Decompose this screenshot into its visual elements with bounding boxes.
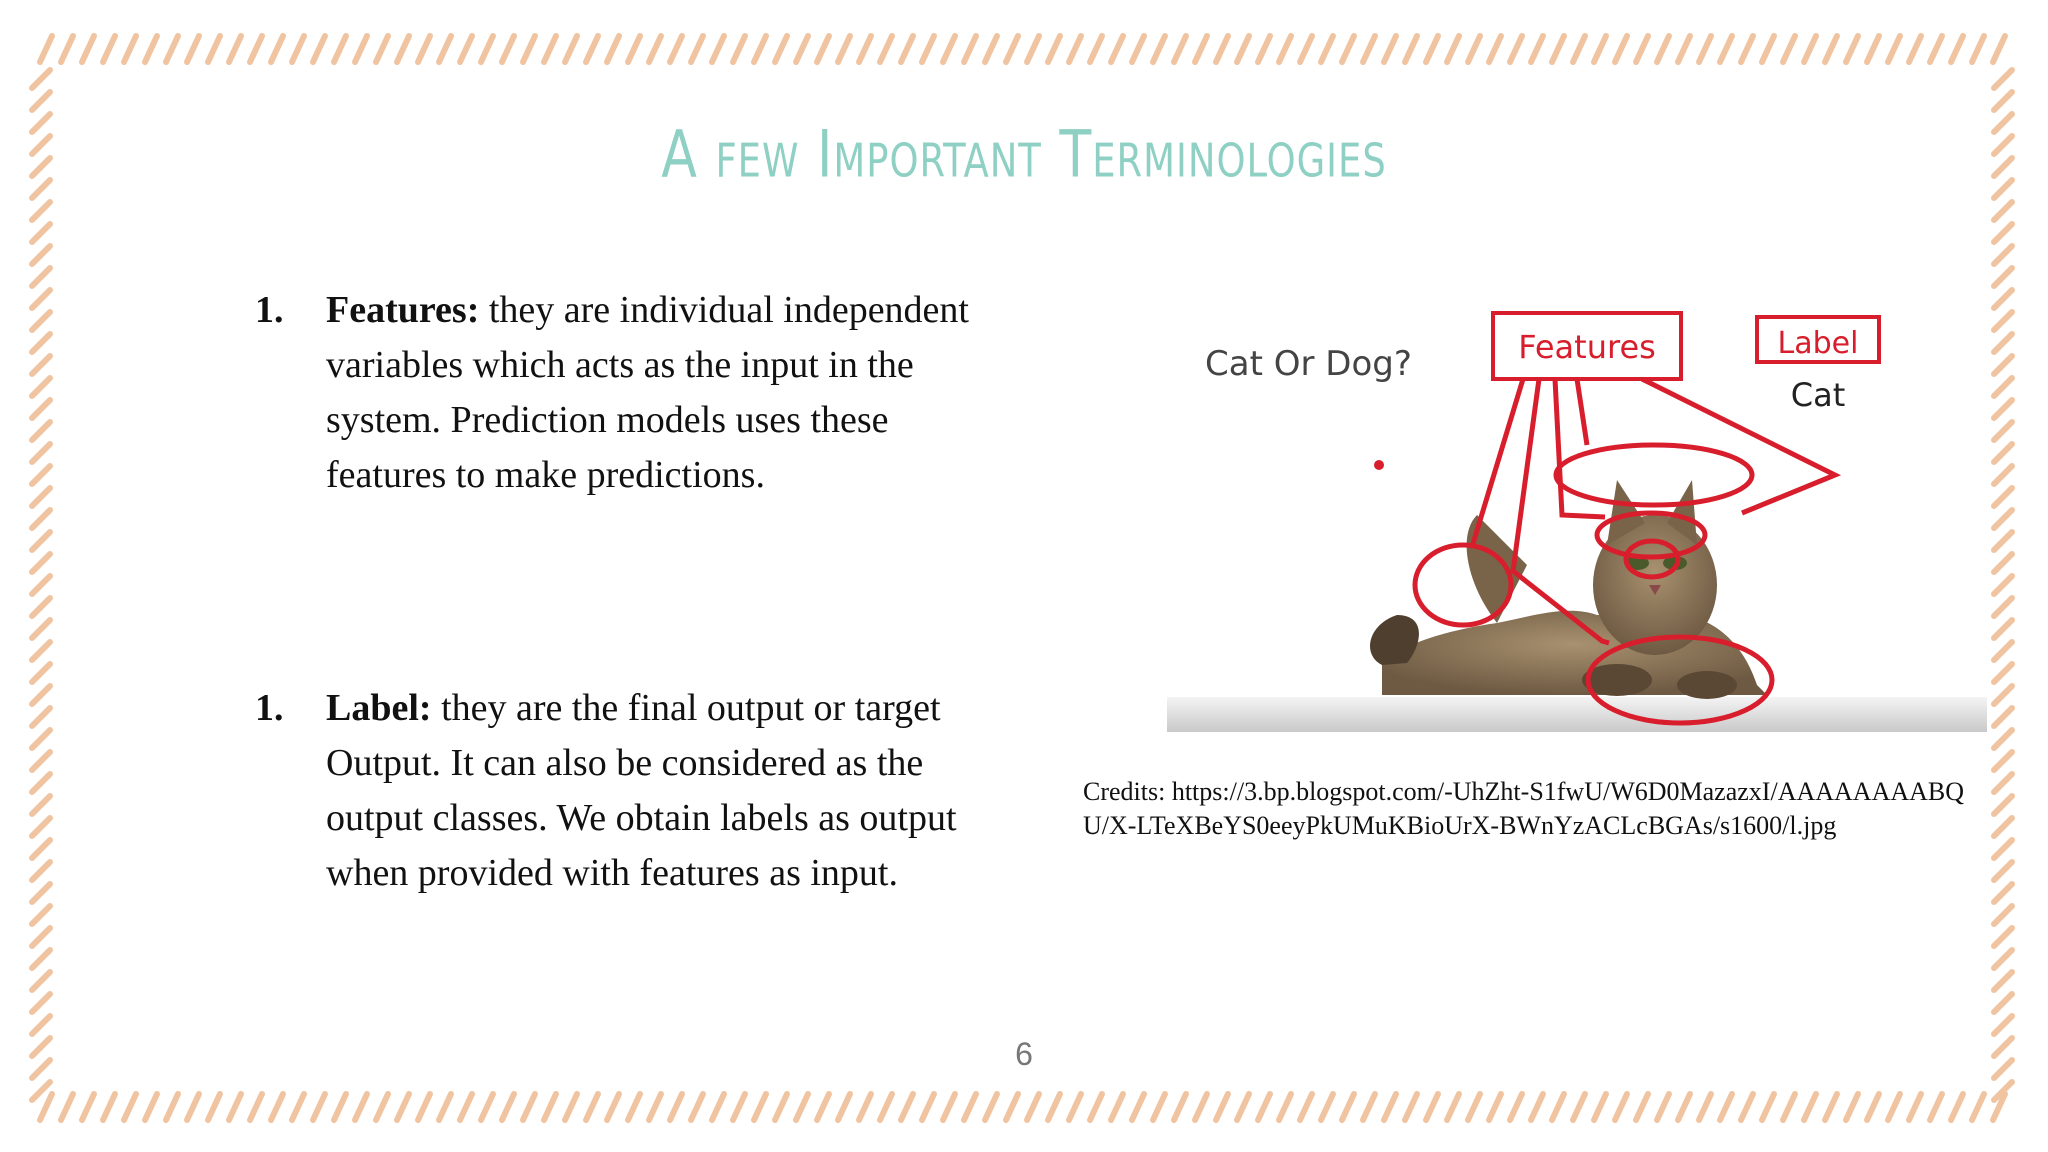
- list-item-text: [326, 681, 1016, 901]
- label-definition: they are the final output or target Output. It can also be considered as the output classes. We obtain labels as output when provided with features as input.: [326, 687, 957, 894]
- page-number: 6: [1015, 1036, 1033, 1072]
- features-definition: they are individual independent variables which acts as the input in the system. Prediction models uses these features to make predictions.: [326, 289, 969, 496]
- list-number: 1.: [255, 289, 284, 331]
- label-value: Cat: [1790, 376, 1846, 414]
- term-features: Features:: [326, 289, 480, 331]
- cat-features-figure: [1167, 285, 1987, 732]
- list-item-text: [326, 283, 1016, 503]
- features-box-label: Features: [1518, 328, 1656, 366]
- floor-shadow: [1167, 697, 1987, 732]
- red-dot: [1374, 460, 1384, 470]
- question-text: Cat Or Dog?: [1205, 344, 1412, 384]
- label-box-label: Label: [1777, 326, 1859, 361]
- slide-title: A few Important Terminologies: [661, 115, 1387, 193]
- term-label: Label:: [326, 687, 432, 729]
- list-number: 1.: [255, 687, 284, 729]
- image-credits: Credits: https://3.bp.blogspot.com/-UhZht-S1fwU/W6D0MazazxI/AAAAAAAABQU/X-LTeXBeYS0eeyPkUMuKBioUrX-BWnYzACLcBGAs/s1600/l.jpg: [1083, 777, 1965, 840]
